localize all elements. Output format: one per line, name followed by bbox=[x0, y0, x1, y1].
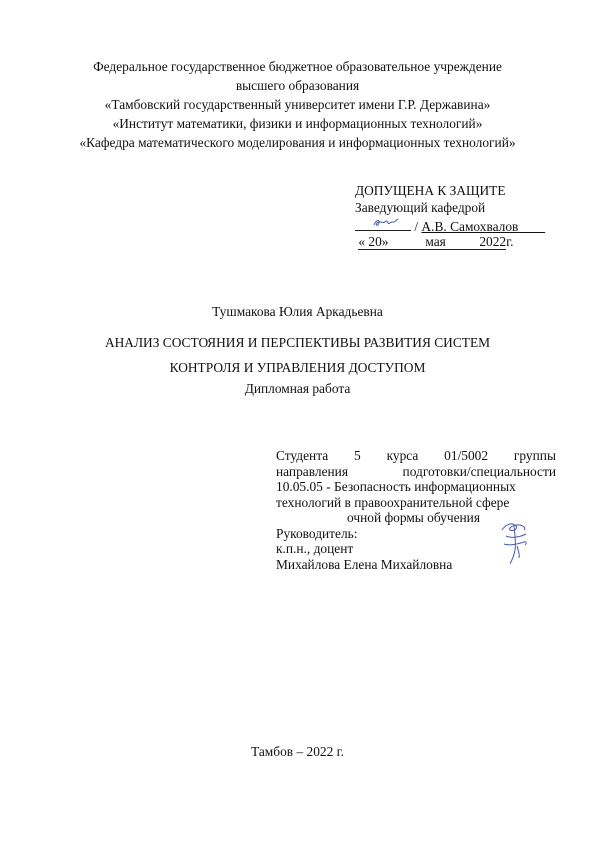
student-line-2 bbox=[276, 464, 556, 480]
head-name: А.В. Самохвалов bbox=[421, 219, 519, 234]
supervisor-label: Руководитель: bbox=[276, 525, 358, 541]
student-word-2: 5 bbox=[354, 448, 361, 463]
head-signature-icon bbox=[371, 214, 401, 230]
date-month: мая bbox=[425, 234, 446, 249]
student-line-2-word-2: подготовки/специальности bbox=[402, 463, 556, 479]
student-line-1 bbox=[276, 448, 556, 464]
approval-signature-row bbox=[355, 217, 555, 234]
approval-block bbox=[355, 183, 555, 251]
header-line-2: высшего образования bbox=[235, 78, 360, 93]
student-line-3: 10.05.05 - Безопасность информационных bbox=[276, 479, 516, 494]
head-signature-line bbox=[355, 217, 411, 231]
author-name: Тушмакова Юлия Аркадьевна bbox=[212, 304, 383, 319]
head-name-trail bbox=[518, 219, 545, 234]
date-day: « 20» bbox=[358, 234, 389, 249]
approval-date bbox=[355, 234, 555, 251]
approval-role: Заведующий кафедрой bbox=[355, 200, 486, 215]
student-word-3: курса bbox=[386, 448, 419, 463]
title-line-1: АНАЛИЗ СОСТОЯНИЯ И ПЕРСПЕКТИВЫ РАЗВИТИЯ СИСТЕМ bbox=[104, 335, 491, 350]
title-line-2: КОНТРОЛЯ И УПРАВЛЕНИЯ ДОСТУПОМ bbox=[169, 360, 426, 375]
supervisor-signature-icon bbox=[496, 516, 532, 568]
header-line-5: «Кафедра математического моделирования и информационных технологий» bbox=[79, 135, 516, 150]
header-line-3: «Тамбовский государственный университет имени Г.Р. Державина» bbox=[104, 97, 491, 112]
date-gap-2 bbox=[446, 235, 479, 250]
date-year-suffix: г. bbox=[506, 234, 514, 249]
approval-status: ДОПУЩЕНА К ЗАЩИТЕ bbox=[355, 183, 506, 198]
supervisor-degree: к.п.н., доцент bbox=[276, 541, 354, 556]
supervisor-name: Михайлова Елена Михайловна bbox=[276, 556, 453, 572]
institution-header bbox=[0, 57, 595, 152]
header-line-1: Федеральное государственное бюджетное образовательное учреждение bbox=[93, 59, 502, 74]
student-word-5: группы bbox=[513, 448, 556, 463]
thesis-title bbox=[0, 330, 595, 380]
student-line-2-word-1: направления bbox=[276, 463, 349, 479]
signature-separator: / bbox=[411, 219, 422, 234]
student-line-4: технологий в правоохранительной сфере bbox=[276, 494, 510, 510]
student-word-1: Студента bbox=[276, 448, 329, 463]
date-year: 2022 bbox=[479, 234, 507, 249]
header-line-4: «Институт математики, физики и информационных технологий» bbox=[112, 116, 483, 131]
student-word-4: 01/5002 bbox=[444, 448, 489, 463]
city-year-footer: Тамбов – 2022 г. bbox=[251, 744, 344, 759]
student-line-5: очной формы обучения bbox=[347, 510, 481, 525]
work-type: Дипломная работа bbox=[244, 381, 351, 396]
date-gap-1 bbox=[389, 235, 426, 250]
